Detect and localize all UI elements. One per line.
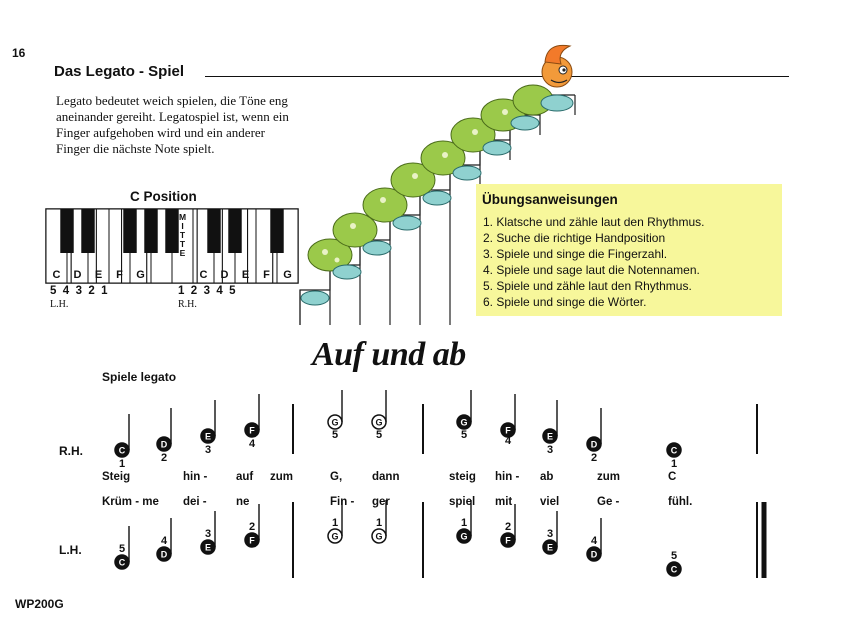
finger-number: 3 xyxy=(546,444,554,456)
exercise-item: 4. Spiele und sage laut die Notennamen. xyxy=(483,263,700,277)
black-key xyxy=(144,209,157,253)
svg-text:G: G xyxy=(331,417,339,428)
lyric-syllable: ger xyxy=(372,496,390,508)
svg-text:C: C xyxy=(118,557,126,568)
note xyxy=(372,390,386,441)
finger-number: 4 xyxy=(504,435,512,447)
finger-number: 1 xyxy=(118,458,126,470)
note xyxy=(457,390,471,441)
black-key xyxy=(60,209,73,253)
black-key xyxy=(207,209,220,253)
key-letter: F xyxy=(116,269,123,281)
note xyxy=(201,400,215,456)
svg-text:E: E xyxy=(546,431,554,442)
intro-line: Finger die nächste Note spielt. xyxy=(56,141,215,156)
black-key xyxy=(123,209,136,253)
note xyxy=(501,394,515,447)
intro-line: aneinander gereiht. Legatospiel ist, wenn ein xyxy=(56,109,289,124)
key-letter: F xyxy=(263,269,270,281)
note xyxy=(245,394,259,450)
svg-text:F: F xyxy=(505,425,511,436)
key-letter: D xyxy=(73,269,82,281)
lyric-syllable: zum xyxy=(270,471,293,483)
note xyxy=(328,390,342,441)
lyric-syllable: dann xyxy=(372,471,400,483)
lyric-syllable: C xyxy=(668,471,677,483)
key-letter: C xyxy=(199,269,208,281)
finger-number: 5 xyxy=(460,429,468,441)
left-hand-fingers: 5 4 3 2 1 xyxy=(50,285,108,297)
finger-number: 5 xyxy=(118,543,126,555)
key-letter: G xyxy=(283,269,292,281)
lyric-syllable: G, xyxy=(330,471,343,483)
song-title: Auf und ab xyxy=(312,336,466,373)
right-hand-label: R.H. xyxy=(178,299,197,310)
exercise-list xyxy=(483,214,704,310)
finger-number: 5 xyxy=(331,429,339,441)
svg-text:C: C xyxy=(670,564,678,575)
key-letter: E xyxy=(241,269,250,281)
lyric-syllable: hin - xyxy=(495,471,520,483)
lyric-syllable: Fin - xyxy=(330,496,355,508)
svg-text:D: D xyxy=(590,549,598,560)
svg-text:G: G xyxy=(375,531,383,542)
right-hand-fingers: 1 2 3 4 5 xyxy=(178,285,236,297)
svg-text:G: G xyxy=(375,417,383,428)
tempo-marking: Spiele legato xyxy=(102,370,177,384)
note xyxy=(115,414,129,470)
note xyxy=(543,511,557,554)
svg-text:C: C xyxy=(118,445,126,456)
note xyxy=(667,443,681,470)
lyric-syllable: spiel xyxy=(449,496,476,508)
exercise-item: 6. Spiele und singe die Wörter. xyxy=(483,295,647,309)
note xyxy=(667,550,681,576)
finger-number: 4 xyxy=(248,438,256,450)
finger-number: 2 xyxy=(160,452,168,464)
middle-c-label-letter: E xyxy=(179,248,186,258)
exercise-item: 3. Spiele und singe die Fingerzahl. xyxy=(483,247,668,261)
note xyxy=(201,511,215,554)
finger-number: 3 xyxy=(546,528,554,540)
note xyxy=(245,504,259,547)
right-hand-staff-label: R.H. xyxy=(59,444,83,458)
exercise-item: 5. Spiele und zähle laut den Rhythmus. xyxy=(483,279,692,293)
svg-text:E: E xyxy=(546,542,554,553)
note xyxy=(157,518,171,561)
finger-number: 1 xyxy=(460,517,468,529)
lyric-syllable: steig xyxy=(449,471,476,483)
svg-text:E: E xyxy=(204,431,212,442)
finger-number: 3 xyxy=(204,444,212,456)
intro-line: Finger aufgehoben wird und ein anderer xyxy=(56,125,266,140)
svg-text:G: G xyxy=(331,531,339,542)
left-hand-label: L.H. xyxy=(50,299,69,310)
svg-text:E: E xyxy=(204,542,212,553)
lyric-syllable: ne xyxy=(236,496,250,508)
black-key xyxy=(228,209,241,253)
key-letter: C xyxy=(52,269,61,281)
lyric-syllable: mit xyxy=(495,496,513,508)
note xyxy=(543,400,557,456)
lyric-syllable: Ge - xyxy=(597,496,620,508)
keyboard-title: C Position xyxy=(130,189,197,204)
finger-number: 1 xyxy=(670,458,678,470)
finger-number: 1 xyxy=(331,517,339,529)
svg-text:G: G xyxy=(460,417,468,428)
exercise-box-title: Übungsanweisungen xyxy=(482,192,618,207)
intro-line: Legato bedeutet weich spielen, die Töne eng xyxy=(56,93,288,108)
footer-code: WP200G xyxy=(15,597,64,611)
lyric-syllable: Steig xyxy=(102,471,131,483)
finger-number: 5 xyxy=(375,429,383,441)
black-key xyxy=(165,209,178,253)
svg-text:D: D xyxy=(590,439,598,450)
lyric-syllable: viel xyxy=(540,496,560,508)
exercise-instructions-box xyxy=(476,184,782,316)
key-letter: E xyxy=(94,269,103,281)
finger-number: 2 xyxy=(590,452,598,464)
middle-c-label-letter: M xyxy=(178,212,187,222)
finger-number: 5 xyxy=(670,550,678,562)
note xyxy=(501,504,515,547)
exercise-item: 1. Klatsche und zähle laut den Rhythmus. xyxy=(483,215,705,229)
piano-keyboard xyxy=(45,208,300,284)
finger-number: 2 xyxy=(248,521,256,533)
lyric-syllable: hin - xyxy=(183,471,208,483)
finger-number: 3 xyxy=(204,528,212,540)
section-title: Das Legato - Spiel xyxy=(54,63,185,80)
note xyxy=(115,526,129,569)
note xyxy=(587,518,601,561)
middle-c-label-letter: I xyxy=(181,221,184,231)
lyric-syllable: auf xyxy=(236,471,254,483)
note xyxy=(157,408,171,464)
svg-text:G: G xyxy=(460,531,468,542)
lyric-syllable: fühl. xyxy=(668,496,693,508)
svg-text:D: D xyxy=(160,439,168,450)
finger-number: 1 xyxy=(375,517,383,529)
svg-text:C: C xyxy=(670,445,678,456)
svg-text:D: D xyxy=(160,549,168,560)
svg-text:F: F xyxy=(249,535,255,546)
svg-text:F: F xyxy=(505,535,511,546)
music-notation xyxy=(0,390,842,590)
svg-text:F: F xyxy=(249,425,255,436)
left-hand-staff-label: L.H. xyxy=(59,543,82,557)
lyric-syllable: ab xyxy=(540,471,554,483)
black-key xyxy=(270,209,283,253)
middle-c-label-letter: T xyxy=(179,239,186,249)
note xyxy=(587,408,601,464)
key-letter: G xyxy=(136,269,145,281)
page-number: 16 xyxy=(12,46,26,60)
lyric-syllable: Krüm - me xyxy=(102,496,159,508)
caterpillar-head xyxy=(542,45,572,87)
lyric-syllable: zum xyxy=(597,471,620,483)
finger-number: 2 xyxy=(504,521,512,533)
black-key xyxy=(81,209,94,253)
finger-number: 4 xyxy=(590,535,598,547)
lyric-syllable: dei - xyxy=(183,496,207,508)
exercise-item: 2. Suche die richtige Handposition xyxy=(483,231,666,245)
finger-number: 4 xyxy=(160,535,168,547)
middle-c-label-letter: T xyxy=(179,230,186,240)
key-letter: D xyxy=(220,269,229,281)
